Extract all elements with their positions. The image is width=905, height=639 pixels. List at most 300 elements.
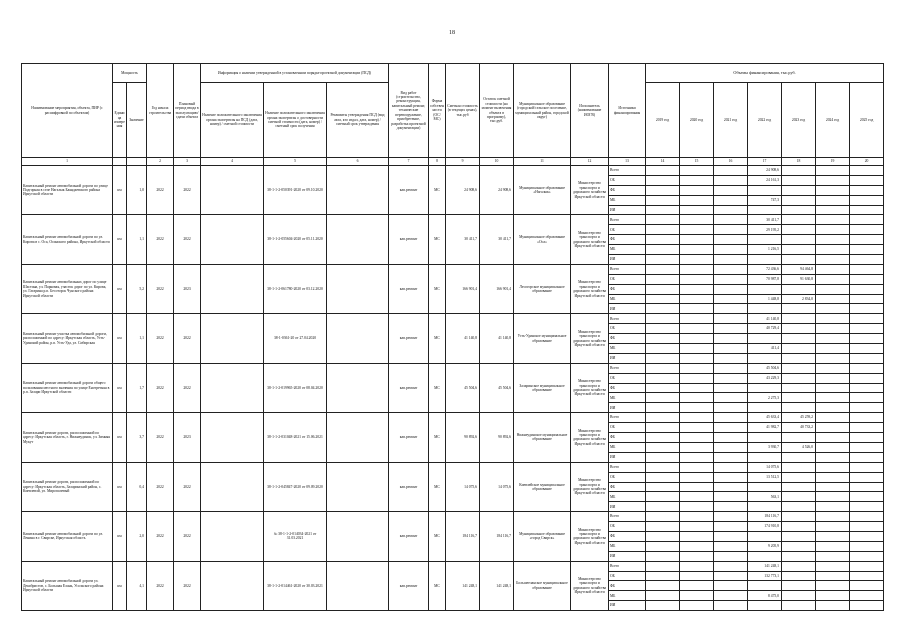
funding-2021 [714, 393, 748, 403]
header-cost: Сметная стоимость (в текущих ценах), тыс.руб [446, 64, 480, 158]
funding-2021 [714, 284, 748, 294]
funding-2020 [680, 274, 714, 284]
funding-2023: 4 526,0 [782, 442, 816, 452]
funding-2024 [816, 304, 850, 314]
funding-2025 [850, 175, 884, 185]
funding-2019 [646, 255, 680, 265]
unit-cell: км [113, 314, 127, 363]
cost-cell: 24 908,6 [446, 166, 480, 215]
cost-cell: 141 248,1 [446, 561, 480, 610]
funding-2022: 40 729,4 [748, 324, 782, 334]
source-label: ФБ [609, 284, 646, 294]
funding-2022 [748, 502, 782, 512]
funding-2022 [748, 304, 782, 314]
funding-2023 [782, 591, 816, 601]
funding-2023 [782, 452, 816, 462]
header-value: Значение [127, 83, 147, 158]
unit-cell: км [113, 215, 127, 264]
source-label: Всего [609, 561, 646, 571]
ownership-cell: МС [429, 512, 446, 561]
funding-2021 [714, 314, 748, 324]
funding-2024 [816, 541, 850, 551]
funding-2022 [748, 403, 782, 413]
funding-2019 [646, 294, 680, 304]
work-type-cell: кап.ремонт [389, 314, 429, 363]
funding-2022 [748, 353, 782, 363]
col-number [113, 158, 127, 166]
remaining-cell: 166 901,4 [480, 264, 514, 313]
funding-2022: 30 411,7 [748, 215, 782, 225]
funding-2025 [850, 195, 884, 205]
funding-2025 [850, 314, 884, 324]
funding-2024 [816, 314, 850, 324]
funding-2024 [816, 433, 850, 443]
col-number: 12 [571, 158, 609, 166]
funding-2024 [816, 334, 850, 344]
funding-2020 [680, 472, 714, 482]
funding-2024 [816, 255, 850, 265]
funding-2024 [816, 245, 850, 255]
cost-cell: 90 892,6 [446, 413, 480, 462]
value-cell: 1,7 [127, 363, 147, 412]
estimate-cell: 38-1-1-2-014461-2020 от 30.03.2021 [264, 561, 327, 610]
funding-2019 [646, 433, 680, 443]
source-label: ИИ [609, 551, 646, 561]
object-name: Капитальный ремонт автомобильной дороги по ул. Ленина в г. Свирске, Иркутская область [22, 512, 113, 561]
funding-2021 [714, 324, 748, 334]
funding-2022: 184 116,7 [748, 512, 782, 522]
source-label: МБ [609, 492, 646, 502]
plan-year-cell: 2022 [174, 561, 201, 610]
funding-2025 [850, 591, 884, 601]
funding-2025 [850, 423, 884, 433]
value-cell: 1,1 [127, 215, 147, 264]
source-label: ИИ [609, 403, 646, 413]
table-body [22, 64, 884, 611]
object-name: Капитальный ремонт дороги, расположенной по адресу: Иркутская область, Заларинский район, с. Киевлевлй, ул. Мирополевый [22, 462, 113, 511]
source-label: ФБ [609, 185, 646, 195]
funding-2020 [680, 383, 714, 393]
funding-2022: 72 436,6 [748, 264, 782, 274]
funding-2023 [782, 205, 816, 215]
funding-2024 [816, 601, 850, 611]
funding-2021 [714, 185, 748, 195]
funding-2025 [850, 334, 884, 344]
funding-2022: 2 275,3 [748, 393, 782, 403]
funding-2020 [680, 433, 714, 443]
funding-2020 [680, 215, 714, 225]
funding-2023 [782, 531, 816, 541]
funding-2020 [680, 373, 714, 383]
funding-2025 [850, 452, 884, 462]
funding-2020 [680, 512, 714, 522]
funding-2024 [816, 225, 850, 235]
work-type-cell: кап.ремонт [389, 462, 429, 511]
funding-2021 [714, 195, 748, 205]
funding-2022 [748, 531, 782, 541]
funding-2023 [782, 502, 816, 512]
funding-2019 [646, 571, 680, 581]
funding-2022: 45 504,6 [748, 363, 782, 373]
start-year-cell: 2022 [147, 561, 174, 610]
funding-2020 [680, 304, 714, 314]
table-row [22, 561, 884, 571]
funding-2024 [816, 591, 850, 601]
value-cell: 4,1 [127, 561, 147, 610]
funding-2021 [714, 482, 748, 492]
funding-2022: 1 216,5 [748, 245, 782, 255]
funding-2022: 563,1 [748, 492, 782, 502]
approval-cell [327, 413, 389, 462]
funding-2022 [748, 452, 782, 462]
funding-2024 [816, 175, 850, 185]
source-label: Всего [609, 363, 646, 373]
header-remaining: Остаток сметной стоимости (на момент включения объекта в программу), тыс.руб. [480, 64, 514, 158]
estimate-cell: 38-1-1-2-055604-2020 от 05.11.2020 [264, 215, 327, 264]
funding-2019 [646, 522, 680, 532]
source-label: ИИ [609, 502, 646, 512]
work-type-cell: кап.ремонт [389, 561, 429, 610]
table-row [22, 215, 884, 225]
funding-2021 [714, 462, 748, 472]
col-number: 15 [680, 158, 714, 166]
source-label: ИИ [609, 205, 646, 215]
funding-2024 [816, 363, 850, 373]
funding-2019 [646, 274, 680, 284]
funding-2020 [680, 225, 714, 235]
funding-2022 [748, 601, 782, 611]
funding-2019 [646, 373, 680, 383]
col-number: 20 [850, 158, 884, 166]
funding-2021 [714, 274, 748, 284]
funding-2023 [782, 363, 816, 373]
funding-2021 [714, 245, 748, 255]
funding-2025 [850, 225, 884, 235]
start-year-cell: 2022 [147, 413, 174, 462]
plan-year-cell: 2022 [174, 166, 201, 215]
value-cell: 1,1 [127, 314, 147, 363]
funding-2020 [680, 581, 714, 591]
funding-2022: 747,3 [748, 195, 782, 205]
funding-2021 [714, 601, 748, 611]
source-label: ИИ [609, 353, 646, 363]
funding-2025 [850, 551, 884, 561]
funding-2022 [748, 284, 782, 294]
funding-2025 [850, 166, 884, 176]
estimate-cell: 38-1-1-2-050391-2020 от 09.10.2020 [264, 166, 327, 215]
header-year: 2025 год [850, 83, 884, 158]
funding-2020 [680, 413, 714, 423]
funding-2019 [646, 383, 680, 393]
source-label: МБ [609, 245, 646, 255]
funding-2023: 91 630,8 [782, 274, 816, 284]
funding-2019 [646, 512, 680, 522]
funding-2023 [782, 185, 816, 195]
funding-2020 [680, 245, 714, 255]
funding-2025 [850, 442, 884, 452]
col-number: 10 [480, 158, 514, 166]
funding-2022: 132 773,1 [748, 571, 782, 581]
executor-cell: Министерство транспорта и дорожного хозяйства Иркутской области [571, 264, 609, 313]
executor-cell: Министерство транспорта и дорожного хозяйства Иркутской области [571, 363, 609, 412]
funding-2023 [782, 215, 816, 225]
funding-2024 [816, 344, 850, 354]
funding-2024 [816, 561, 850, 571]
col-number: 8 [429, 158, 446, 166]
header-year: 2022 год [748, 83, 782, 158]
plan-year-cell: 2022 [174, 314, 201, 363]
source-label: ФБ [609, 531, 646, 541]
funding-2022: 1 448,8 [748, 294, 782, 304]
expertise-cell [201, 413, 264, 462]
header-row-numbers [22, 158, 884, 166]
estimate-cell: 38-1-1-2-031048-2021 от 15.06.2021 [264, 413, 327, 462]
funding-2025 [850, 571, 884, 581]
expertise-cell [201, 166, 264, 215]
funding-2019 [646, 561, 680, 571]
funding-2019 [646, 423, 680, 433]
unit-cell: км [113, 561, 127, 610]
funding-2020 [680, 531, 714, 541]
value-cell: 2,0 [127, 512, 147, 561]
funding-2020 [680, 462, 714, 472]
ownership-cell: МС [429, 264, 446, 313]
funding-2021 [714, 166, 748, 176]
funding-2024 [816, 413, 850, 423]
funding-2024 [816, 492, 850, 502]
table-row [22, 363, 884, 373]
funding-2023 [782, 561, 816, 571]
table-row [22, 413, 884, 423]
plan-year-cell: 2022 [174, 462, 201, 511]
funding-2019 [646, 462, 680, 472]
funding-2022 [748, 551, 782, 561]
funding-2023 [782, 175, 816, 185]
funding-2021 [714, 442, 748, 452]
cost-cell: 45 504,6 [446, 363, 480, 412]
funding-2021 [714, 235, 748, 245]
source-label: МБ [609, 541, 646, 551]
funding-2023: 40 733,2 [782, 423, 816, 433]
unit-cell: км [113, 264, 127, 313]
funding-2021 [714, 403, 748, 413]
funding-2019 [646, 304, 680, 314]
source-label: ИИ [609, 601, 646, 611]
col-number: 2 [147, 158, 174, 166]
col-number: 16 [714, 158, 748, 166]
remaining-cell: 24 908,6 [480, 166, 514, 215]
estimate-cell: 38-1-1-2-019965-2020 от 08.04.2020 [264, 363, 327, 412]
funding-2023 [782, 512, 816, 522]
plan-year-cell: 2022 [174, 215, 201, 264]
funding-2025 [850, 413, 884, 423]
funding-2022 [748, 581, 782, 591]
funding-2020 [680, 235, 714, 245]
source-label: ОБ [609, 571, 646, 581]
funding-2022: 8 475,0 [748, 591, 782, 601]
municipality-cell: Большееланское муниципальное образование [514, 561, 571, 610]
funding-2020 [680, 255, 714, 265]
approval-cell [327, 264, 389, 313]
funding-2023 [782, 195, 816, 205]
funding-2025 [850, 522, 884, 532]
table-row [22, 462, 884, 472]
col-number: 11 [514, 158, 571, 166]
funding-2025 [850, 492, 884, 502]
funding-2025 [850, 373, 884, 383]
funding-2020 [680, 324, 714, 334]
expertise-cell [201, 512, 264, 561]
header-funding: Объемы финансирования, тыс.руб. [646, 64, 884, 83]
header-expertise: Наличие положительного заключения органа экспертизы на ПСД (дата, номер) / сметной стоимости [201, 83, 264, 158]
funding-2020 [680, 482, 714, 492]
funding-2023 [782, 601, 816, 611]
funding-2024 [816, 403, 850, 413]
expertise-cell [201, 264, 264, 313]
header-year: 2019 год [646, 83, 680, 158]
funding-2023 [782, 433, 816, 443]
source-label: Всего [609, 215, 646, 225]
funding-2021 [714, 294, 748, 304]
program-table [21, 63, 884, 611]
funding-2020 [680, 561, 714, 571]
funding-2024 [816, 166, 850, 176]
col-number: 1 [22, 158, 113, 166]
header-capacity: Мощность [113, 64, 147, 83]
source-label: МБ [609, 344, 646, 354]
funding-2023 [782, 482, 816, 492]
funding-2019 [646, 413, 680, 423]
funding-2025 [850, 482, 884, 492]
col-number: 3 [174, 158, 201, 166]
funding-2020 [680, 423, 714, 433]
funding-2025 [850, 274, 884, 284]
funding-2023 [782, 522, 816, 532]
funding-2024 [816, 274, 850, 284]
funding-2020 [680, 551, 714, 561]
work-type-cell: кап.ремонт [389, 264, 429, 313]
funding-2023 [782, 235, 816, 245]
funding-2023 [782, 472, 816, 482]
executor-cell: Министерство транспорта и дорожного хозяйства Иркутской области [571, 561, 609, 610]
funding-2020 [680, 492, 714, 502]
object-name: Капитальный ремонт автомобильной дороги по ул. Кирова в с. Оса, Осинского района, Иркутской области [22, 215, 113, 264]
expertise-cell [201, 215, 264, 264]
col-number: 6 [327, 158, 389, 166]
funding-2023 [782, 373, 816, 383]
funding-2021 [714, 561, 748, 571]
executor-cell: Министерство транспорта и дорожного хозяйства Иркутской области [571, 413, 609, 462]
funding-2019 [646, 334, 680, 344]
funding-2020 [680, 452, 714, 462]
funding-2023 [782, 541, 816, 551]
funding-2021 [714, 363, 748, 373]
funding-2024 [816, 383, 850, 393]
funding-2025 [850, 472, 884, 482]
municipality-cell: Муниципальное образование «город Свирск» [514, 512, 571, 561]
estimate-cell: 38-1-0361-20 от 27.04.2020 [264, 314, 327, 363]
funding-2021 [714, 541, 748, 551]
col-number: 5 [264, 158, 327, 166]
funding-2025 [850, 601, 884, 611]
funding-2023 [782, 383, 816, 393]
start-year-cell: 2022 [147, 314, 174, 363]
funding-2022: 29 195,2 [748, 225, 782, 235]
funding-2021 [714, 571, 748, 581]
funding-2022 [748, 482, 782, 492]
source-label: ОБ [609, 225, 646, 235]
table-row [22, 512, 884, 522]
executor-cell: Министерство транспорта и дорожного хозяйства Иркутской области [571, 462, 609, 511]
funding-2025 [850, 541, 884, 551]
header-name: Наименование мероприятия, объекта, ПИР (с расшифровкой по объектам) [22, 64, 113, 158]
funding-2019 [646, 541, 680, 551]
funding-2023: 94 464,8 [782, 264, 816, 274]
source-label: МБ [609, 393, 646, 403]
source-label: ОБ [609, 175, 646, 185]
funding-2023 [782, 492, 816, 502]
funding-2020 [680, 601, 714, 611]
remaining-cell: 41 140,8 [480, 314, 514, 363]
funding-2020 [680, 442, 714, 452]
funding-2019 [646, 324, 680, 334]
funding-2025 [850, 264, 884, 274]
funding-2025 [850, 383, 884, 393]
funding-2022: 3 930,7 [748, 442, 782, 452]
funding-2019 [646, 205, 680, 215]
col-number [127, 158, 147, 166]
approval-cell [327, 512, 389, 561]
funding-2024 [816, 452, 850, 462]
funding-2022: 141 248,1 [748, 561, 782, 571]
funding-2020 [680, 284, 714, 294]
remaining-cell: 141 248,1 [480, 561, 514, 610]
source-label: Всего [609, 264, 646, 274]
executor-cell: Министерство транспорта и дорожного хозяйства Иркутской области [571, 166, 609, 215]
funding-2019 [646, 492, 680, 502]
funding-2021 [714, 255, 748, 265]
value-cell: 3,7 [127, 413, 147, 462]
funding-2025 [850, 284, 884, 294]
header-year: 2021 год [714, 83, 748, 158]
funding-2021 [714, 344, 748, 354]
funding-2019 [646, 353, 680, 363]
funding-2024 [816, 373, 850, 383]
funding-2021 [714, 522, 748, 532]
object-name: Капитальный ремонт дороги, расположенной по адресу: Иркутская область, г. Нижнеудинск, ул. Зимняя Мукут [22, 413, 113, 462]
plan-year-cell: 2023 [174, 264, 201, 313]
funding-2024 [816, 215, 850, 225]
unit-cell: км [113, 512, 127, 561]
funding-2019 [646, 225, 680, 235]
ownership-cell: МС [429, 215, 446, 264]
funding-2019 [646, 195, 680, 205]
municipality-cell: Заларинское муниципальное образование [514, 363, 571, 412]
funding-2020 [680, 264, 714, 274]
funding-2024 [816, 462, 850, 472]
funding-2023 [782, 166, 816, 176]
funding-2025 [850, 215, 884, 225]
funding-2022: 24 161,3 [748, 175, 782, 185]
remaining-cell: 30 411,7 [480, 215, 514, 264]
funding-2023 [782, 344, 816, 354]
funding-2024 [816, 423, 850, 433]
start-year-cell: 2022 [147, 512, 174, 561]
funding-2024 [816, 264, 850, 274]
funding-2025 [850, 462, 884, 472]
start-year-cell: 2022 [147, 363, 174, 412]
funding-2021 [714, 215, 748, 225]
